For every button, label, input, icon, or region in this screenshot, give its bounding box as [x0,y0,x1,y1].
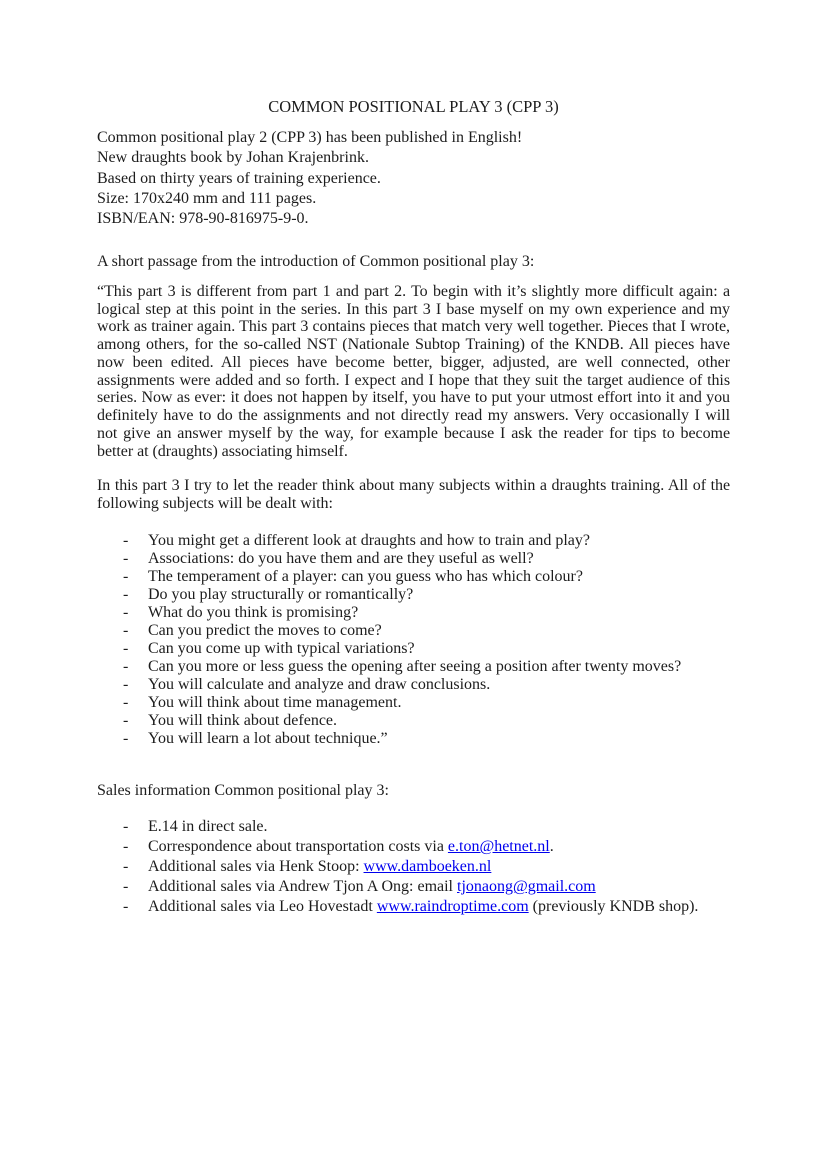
email-link-hetnet[interactable]: e.ton@hetnet.nl [447,838,550,856]
sales-heading: Sales information Common positional play 3: [97,782,389,799]
subject-item [97,550,730,568]
dash-bullet: - [123,586,129,603]
dash-bullet: - [123,838,129,856]
passage-heading: A short passage from the introduction of Common positional play 3: [97,253,535,270]
subject-item [97,604,730,622]
intro-line: New draughts book by Johan Krajenbrink. [97,149,369,167]
email-link-gmail[interactable]: tjonaong@gmail.com [457,878,596,896]
intro-line: ISBN/EAN: 978-90-816975-9-0. [97,210,309,228]
subject-item [97,730,730,748]
subject-item-text: Do you play structurally or romantically? [148,586,414,603]
subject-item [97,676,730,694]
sales-item-pre: Correspondence about transportation costs via [148,838,448,856]
intro-line: Based on thirty years of training experience. [97,169,381,187]
dash-bullet: - [123,604,129,621]
intro-line: Common positional play 2 (CPP 3) has been published in English! [97,129,523,146]
subject-item-text: Can you come up with typical variations? [148,640,415,657]
sales-item [97,877,730,897]
subject-item-text: You will think about defence. [148,712,338,729]
subject-item-text: Can you more or less guess the opening after seeing a position after twenty moves? [148,658,682,675]
sales-item-pre: E.14 in direct sale. [148,818,268,835]
dash-bullet: - [123,898,129,916]
sales-item-text [148,818,268,835]
subject-item [97,532,730,550]
subjects-intro: In this part 3 I try to let the reader think about many subjects within a draughts training. All of the following subjects will be dealt with: [97,477,730,512]
subjects-list [97,532,730,748]
passage-body: “This part 3 is different from part 1 and part 2. To begin with it’s slightly more difficult again: a logical step at this point in the series. In this part 3 I base myself on my own experience and my work as trainer again. This part 3 contains pieces that match very well together. Pieces that I wrote, among others, for the so-called NST (Nationale Subtop Training) of the KNDB. All pieces have now been edited. All pieces have become better, bigger, adjusted, are well connected, other assignments were added and so forth. I expect and I hope that they suit the target audience of this series. Now as ever: it does not happen by itself, you have to put your utmost effort into it and you definitely have to do the assignments and not directly read my answers. Very occasionally I will not give an answer myself by the way, for example because I ask the reader for tips to become better at (draughts) associating himself. [97,283,730,460]
dash-bullet: - [123,730,129,747]
subject-item [97,640,730,658]
subject-item [97,712,730,730]
subject-item [97,622,730,640]
dash-bullet: - [123,640,129,657]
sales-item-text [148,838,554,855]
subject-item-text: What do you think is promising? [148,604,359,621]
subject-item-text: You will learn a lot about technique.” [148,730,388,747]
sales-item-text [148,898,698,915]
dash-bullet: - [123,532,129,549]
link-raindroptime[interactable]: www.raindroptime.com [376,898,529,916]
sales-item [97,897,730,917]
sales-item-post: . [549,838,554,856]
dash-bullet: - [123,712,129,729]
subject-item-text: Can you predict the moves to come? [148,622,382,639]
subject-item-text: You will think about time management. [148,694,402,711]
sales-item [97,857,730,877]
subject-item-text: Associations: do you have them and are they useful as well? [148,550,534,567]
sales-item-pre: Additional sales via Andrew Tjon A Ong: email [148,878,457,896]
sales-item-pre: Additional sales via Leo Hovestadt [148,898,377,916]
dash-bullet: - [123,878,129,896]
sales-item [97,837,730,857]
sales-item-post: (previously KNDB shop). [528,898,699,916]
intro-line: Size: 170x240 mm and 111 pages. [97,189,317,207]
sales-item-text [148,858,491,875]
sales-list [97,817,730,917]
subject-item [97,694,730,712]
dash-bullet: - [123,658,129,675]
dash-bullet: - [123,550,129,567]
sales-item-text [148,878,596,895]
subject-item-text: You might get a different look at draughts and how to train and play? [148,532,590,549]
dash-bullet: - [123,568,129,585]
subject-item [97,586,730,604]
dash-bullet: - [123,818,129,835]
dash-bullet: - [123,676,129,693]
dash-bullet: - [123,694,129,711]
dash-bullet: - [123,622,129,639]
link-damboeken[interactable]: www.damboeken.nl [363,858,492,876]
document-title: COMMON POSITIONAL PLAY 3 (CPP 3) [268,97,559,116]
subject-item [97,658,730,676]
dash-bullet: - [123,858,129,876]
subject-item-text: You will calculate and analyze and draw conclusions. [148,676,491,693]
intro-block [97,128,730,229]
subject-item-text: The temperament of a player: can you guess who has which colour? [148,568,583,585]
sales-item-pre: Additional sales via Henk Stoop: [148,858,364,876]
subject-item [97,568,730,586]
sales-item [97,817,730,837]
